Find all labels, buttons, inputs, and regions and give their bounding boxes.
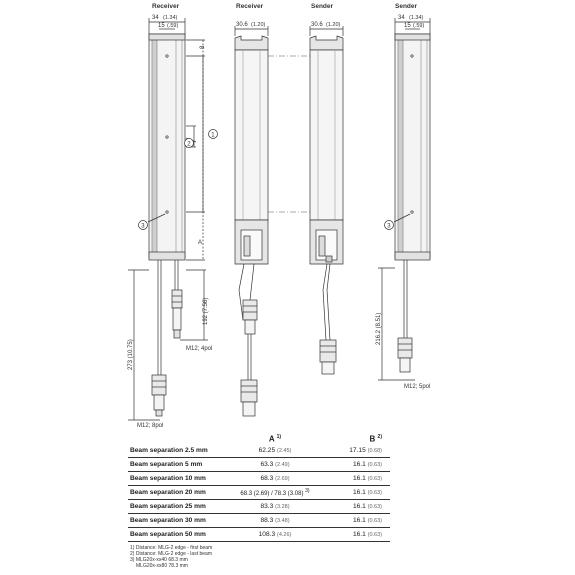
dim-width-15-in: (.59) <box>167 23 179 29</box>
footnote-3b: MLG20x-xx80 78.3 mm <box>136 563 188 569</box>
connector-m12-8pol: M12; 8pol <box>137 423 164 429</box>
connector-m12-5pol: M12; 5pol <box>404 384 431 390</box>
sender-side-view <box>310 26 343 374</box>
dim-label-a: A <box>198 240 203 246</box>
table-row: Beam separation 5 mm 63.3 (2.49) 16.1 (0.63) <box>128 458 390 472</box>
dim-width-34: 34 <box>152 15 159 21</box>
footnote-1: 1) Distance: MLG-2 edge - first beam <box>130 545 213 551</box>
dim-length-192: 192 (7.56) <box>203 297 209 325</box>
dim-sender-side-width: 30.6 <box>311 22 323 28</box>
dim-receiver-side-width-in: (1.20) <box>251 22 266 28</box>
header-sender-right: Sender <box>395 3 418 10</box>
svg-text:2: 2 <box>187 141 191 148</box>
dim-sender-side-width-in: (1.20) <box>326 22 341 28</box>
dim-sender-width-34: 34 <box>398 15 405 21</box>
dim-width-34-in: (1.34) <box>163 15 178 21</box>
table-row: Beam separation 20 mm 68.3 (2.69) / 78.3 (3.08) $^{3)}$ 16.1 (0.63) <box>128 486 390 500</box>
table-row: Beam separation 30 mm 88.3 (3.48) 16.1 (0.63) <box>128 514 390 528</box>
table-header-row <box>128 434 390 444</box>
table-row: Beam separation 10 mm 68.3 (2.69) 16.1 (0.63) <box>128 472 390 486</box>
receiver-side-view <box>235 26 268 416</box>
dim-length-216: 216.2 (8.51) <box>376 312 382 345</box>
dim-width-15: 15 <box>158 23 165 29</box>
beam-separation-table <box>128 434 390 542</box>
table-header-empty <box>128 434 230 444</box>
header-receiver-mid: Receiver <box>236 3 264 10</box>
footnotes <box>130 545 212 569</box>
table-header-b: B $^{2)}$ <box>369 434 382 444</box>
svg-text:1: 1 <box>211 132 215 139</box>
header-sender-mid: Sender <box>311 3 334 10</box>
receiver-front-view <box>128 18 208 420</box>
dim-sender-width-15: 15 <box>404 23 411 29</box>
dim-top-8: 8 <box>200 45 206 49</box>
dim-length-273: 273 (10.75) <box>128 339 134 370</box>
connector-m12-4pol: M12; 4pol <box>186 346 213 352</box>
table-row: Beam separation 2.5 mm 62.25 (2.45) 17.15 (0.68) <box>128 444 390 458</box>
dim-sender-width-34-in: (1.34) <box>409 15 424 21</box>
alignment-lines <box>268 56 310 212</box>
table-row: Beam separation 25 mm 83.3 (3.28) 16.1 (0.63) <box>128 500 390 514</box>
dim-receiver-side-width: 30.6 <box>236 22 248 28</box>
svg-text:3: 3 <box>141 223 145 230</box>
footnote-3a: 3) MLG20x-xx40 68.3 mm <box>130 557 188 563</box>
callout-2 <box>185 139 194 148</box>
table-row: Beam separation 50 mm 108.3 (4.26) 16.1 (0.63) <box>128 528 390 542</box>
sender-front-view <box>378 18 430 380</box>
header-receiver-left: Receiver <box>152 3 180 10</box>
callout-3-left <box>139 221 148 230</box>
svg-text:3: 3 <box>387 223 391 230</box>
footnote-2: 2) Distance: MLG-2 edge - last beam <box>130 551 212 557</box>
dim-sender-width-15-in: (.59) <box>413 23 425 29</box>
callout-1 <box>209 130 218 139</box>
table-header-a: A $^{1)}$ <box>268 434 282 444</box>
callout-3-right <box>385 221 394 230</box>
